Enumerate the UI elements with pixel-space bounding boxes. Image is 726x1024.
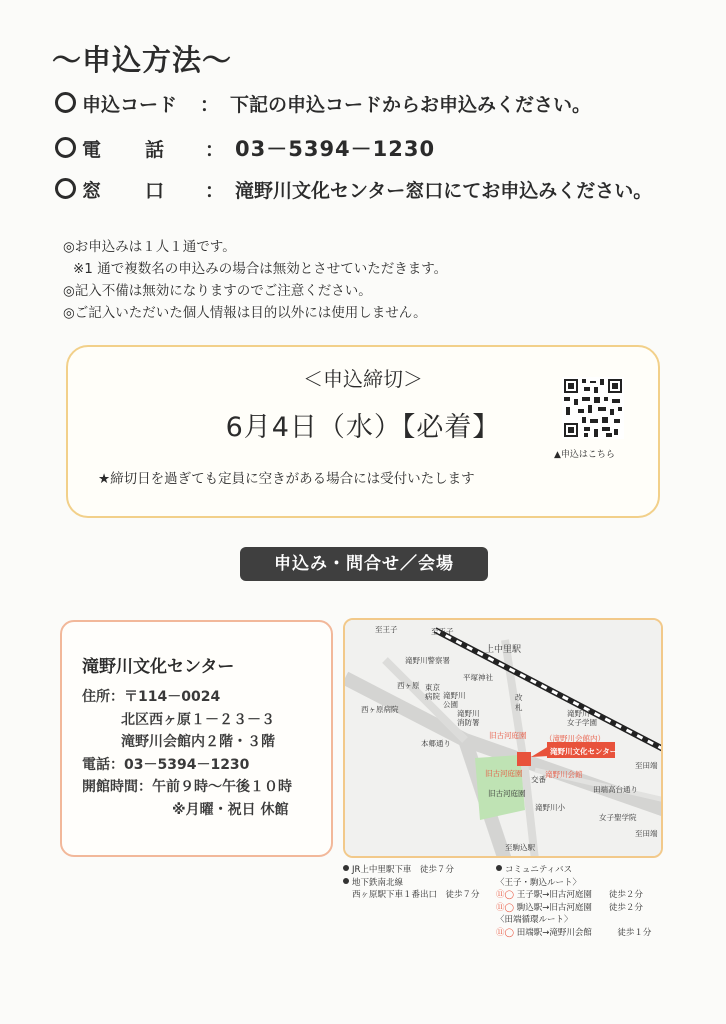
access-route-item: 駒込駅→旧古河庭園 徒歩２分 [516,902,643,913]
address-box [60,620,333,857]
map-label: 上中里駅 [485,645,522,655]
map-label: 消防署 [457,718,480,727]
deadline-date: 6月4日（水）【必着】 [225,412,501,443]
access-bus-heading: コミュニティバス [505,865,573,875]
map-label: 至田端 [635,761,658,770]
access-route-item: 王子駅→旧古河庭園 徒歩２分 [516,890,643,900]
bus-stop-icon: ⑪◯ [496,902,515,913]
note-item: ◎ご記入いただいた個人情報は目的以外には使用しません。 [63,305,427,321]
qr-caption: ▲申込はこちら [554,450,615,460]
access-map [343,618,663,858]
address-lines [82,686,292,821]
address-hours: 開館時間：午前９時～午後１０時 [82,779,292,795]
map-label: 西ヶ原 [397,681,420,690]
map-label: 旧古河庭園 [488,789,526,798]
method-counter: 窓口： 滝野川文化センター窓口にてお申込みください。 [55,176,652,203]
map-label: 西ヶ原病院 [361,705,399,714]
map-label: 札 [515,703,523,712]
qr-code-icon[interactable] [562,377,624,439]
contact-badge: 申込み・問合せ／会場 [240,547,488,581]
deadline-heading: ＜申込締切＞ [303,367,423,391]
circle-mark-icon [55,92,76,113]
map-label: （滝野川会館内） [545,734,605,743]
map-label: 至田端 [635,829,658,838]
access-subway: 地下鉄南北線 [352,877,404,888]
access-bus [496,864,651,939]
notes-list [63,236,447,324]
map-label: 田端高台通り [593,785,638,794]
bus-stop-icon: ⑪◯ [496,927,515,938]
map-label: 滝野川 [443,691,466,700]
method-phone: 電話： 03－5394－1230 [55,133,435,163]
method-phone-value: 03－5394－1230 [235,137,436,161]
access-train [343,864,480,902]
map-label: 滝野川小 [535,803,565,812]
map-label: 滝野川文化センター [550,747,618,756]
deadline-box [66,345,660,518]
note-item: ◎記入不備は無効になりますのでご注意ください。 [63,283,372,299]
access-route-name: 〈田端循環ルート〉 [496,915,573,925]
address-phone: 電話：03－5394－1230 [82,756,250,773]
address-street: 北区西ヶ原１－２３－３ [121,711,275,728]
map-label: 旧古河庭園 [489,731,527,740]
access-jr: JR上中里駅下車 徒歩７分 [352,865,454,875]
address-building: 滝野川会館内２階・３階 [121,734,275,750]
map-label: 至駒込駅 [505,843,535,852]
address-closed: ※月曜・祝日 休館 [172,801,289,818]
note-item: ◎お申込みは１人１通です。 [63,239,236,255]
method-code: 申込コード ： 下記の申込コードからお申込みください。 [55,90,591,117]
map-label: 公園 [443,700,458,709]
method-counter-value: 滝野川文化センター窓口にてお申込みください。 [235,180,653,202]
access-route-name: 〈王子・駒込ルート〉 [496,877,582,888]
map-label: 滝野川警察署 [405,656,450,665]
map-label: 滝野川 [457,709,480,718]
map-label: 東京 [425,683,440,692]
map-label: 平塚神社 [463,673,493,682]
map-label: 至王子 [375,625,398,634]
circle-mark-icon [55,137,76,158]
bus-stop-icon: ⑪◯ [496,890,515,900]
circle-mark-icon [55,178,76,199]
map-label: 滝野川会館 [545,770,583,779]
page-title: ～申込方法～ [52,43,233,77]
map-label: 本郷通り [421,739,451,748]
map-label: 至王子 [431,627,454,636]
note-item: ※1 通で複数名の申込みの場合は無効とさせていただきます。 [73,261,448,277]
method-code-value: 下記の申込コードからお申込みください。 [230,94,592,116]
map-label: 女子学園 [567,718,597,727]
map-label: 病院 [425,692,440,701]
map-label: 旧古河庭園 [485,769,523,778]
deadline-note: ★締切日を過ぎても定員に空きがある場合には受付いたします [98,471,475,487]
map-label: 滝野川 [567,709,590,718]
map-label: 改 [515,693,523,702]
venue-name: 滝野川文化センター [82,657,235,677]
access-subway-detail: 西ヶ原駅下車１番出口 徒歩７分 [352,890,480,900]
address-postal: 住所：〒114－0024 [82,689,221,705]
map-label: 交番 [531,775,546,784]
map-label: 女子聖学院 [599,813,637,822]
access-route-item: 田端駅→滝野川会館 徒歩１分 [516,927,652,938]
